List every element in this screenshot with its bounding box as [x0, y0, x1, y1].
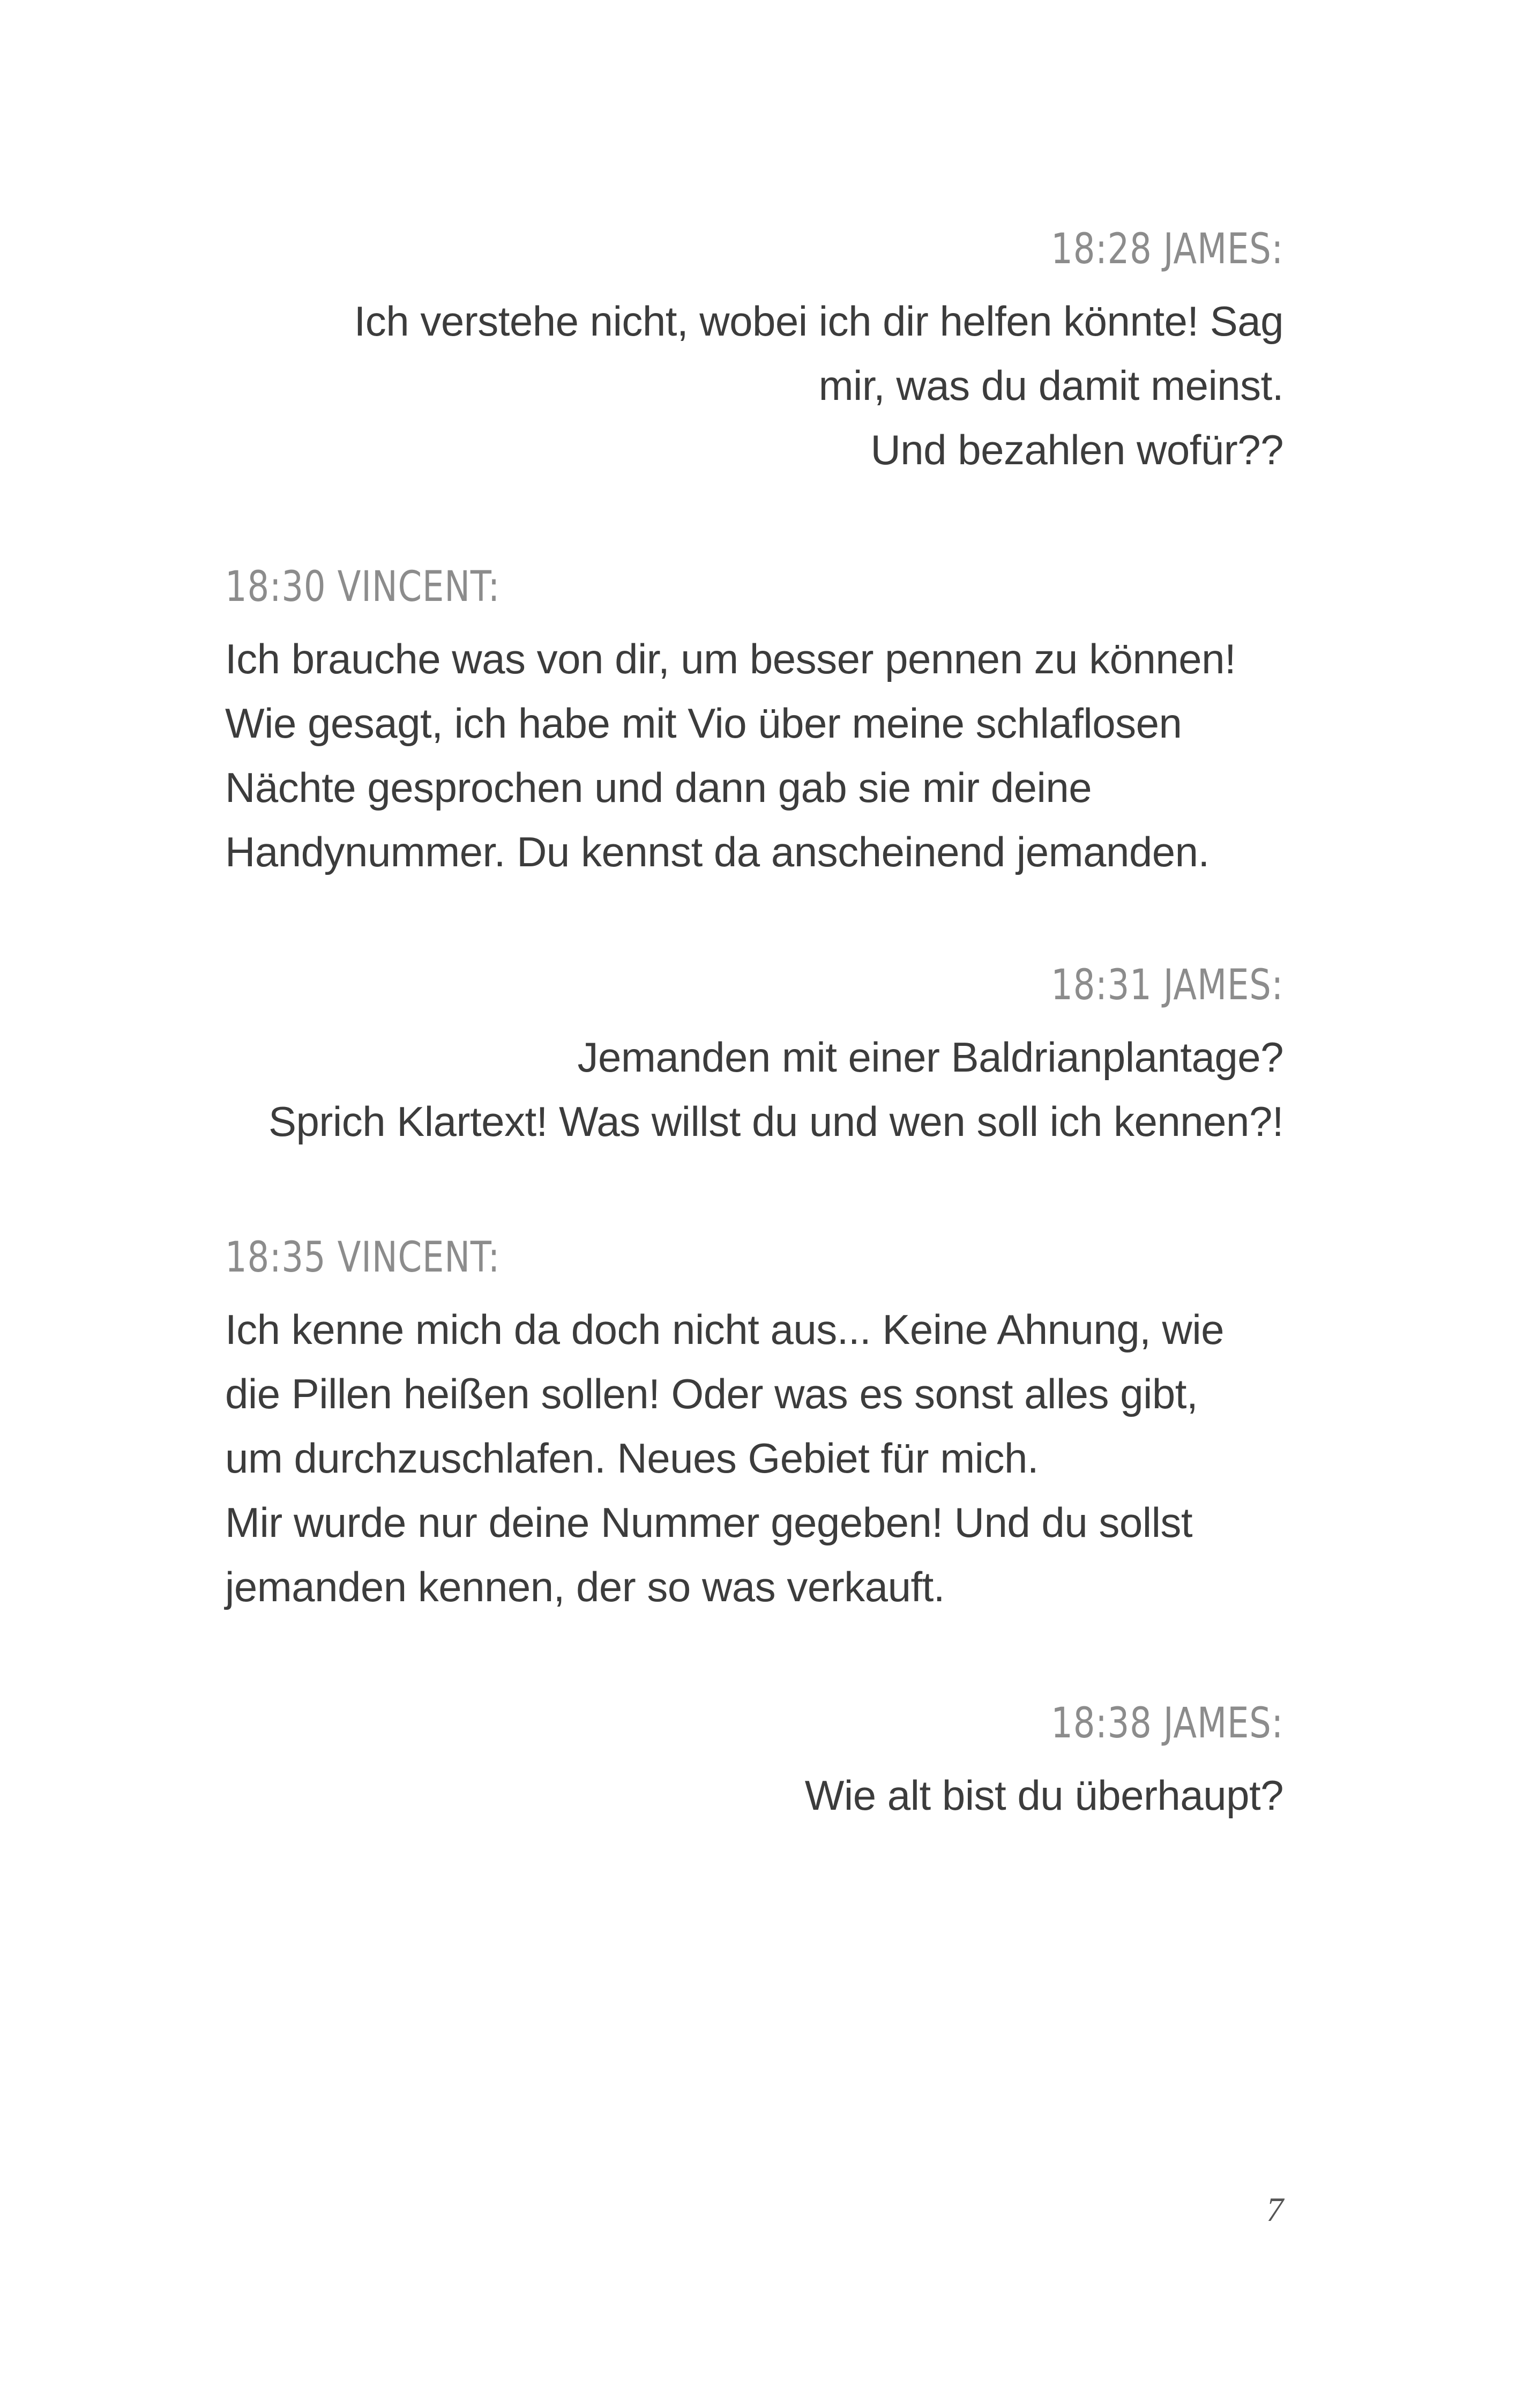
- message-header: 18:28 JAMES:: [1051, 225, 1283, 273]
- message-vincent-2: [225, 1231, 1283, 1619]
- message-line: Wie gesagt, ich habe mit Vio über meine schlaflosen: [225, 700, 1182, 747]
- message-line: Und bezahlen wofür??: [870, 426, 1283, 473]
- message-james-3: [225, 1697, 1283, 1827]
- message-james-2: [225, 958, 1283, 1154]
- message-line: Nächte gesprochen und dann gab sie mir deine: [225, 764, 1092, 811]
- message-line: Handynummer. Du kennst da anscheinend jemanden.: [225, 828, 1210, 875]
- message-line: Ich brauche was von dir, um besser pennen zu können!: [225, 635, 1236, 682]
- message-line: Sprich Klartext! Was willst du und wen soll ich kennen?!: [268, 1098, 1283, 1145]
- message-header: 18:38 JAMES:: [1051, 1699, 1283, 1748]
- message-line: Wie alt bist du überhaupt?: [804, 1772, 1283, 1819]
- page-number: 7: [1266, 2190, 1283, 2228]
- message-line: mir, was du damit meinst.: [818, 362, 1283, 409]
- message-header: 18:30 VINCENT:: [225, 563, 501, 611]
- message-line: Jemanden mit einer Baldrianplantage?: [577, 1034, 1283, 1081]
- message-header: 18:35 VINCENT:: [225, 1233, 501, 1282]
- message-vincent-1: [225, 560, 1283, 884]
- message-header: 18:31 JAMES:: [1051, 961, 1283, 1009]
- message-line: Ich kenne mich da doch nicht aus... Keine Ahnung, wie: [225, 1306, 1225, 1353]
- message-line: Ich verstehe nicht, wobei ich dir helfen könnte! Sag: [354, 298, 1283, 345]
- message-line: Mir wurde nur deine Nummer gegeben! Und du sollst: [225, 1499, 1193, 1546]
- message-james-1: [225, 222, 1283, 482]
- message-line: die Pillen heißen sollen! Oder was es sonst alles gibt,: [225, 1370, 1198, 1417]
- message-line: um durchzuschlafen. Neues Gebiet für mich.: [225, 1435, 1039, 1482]
- message-line: jemanden kennen, der so was verkauft.: [225, 1563, 945, 1610]
